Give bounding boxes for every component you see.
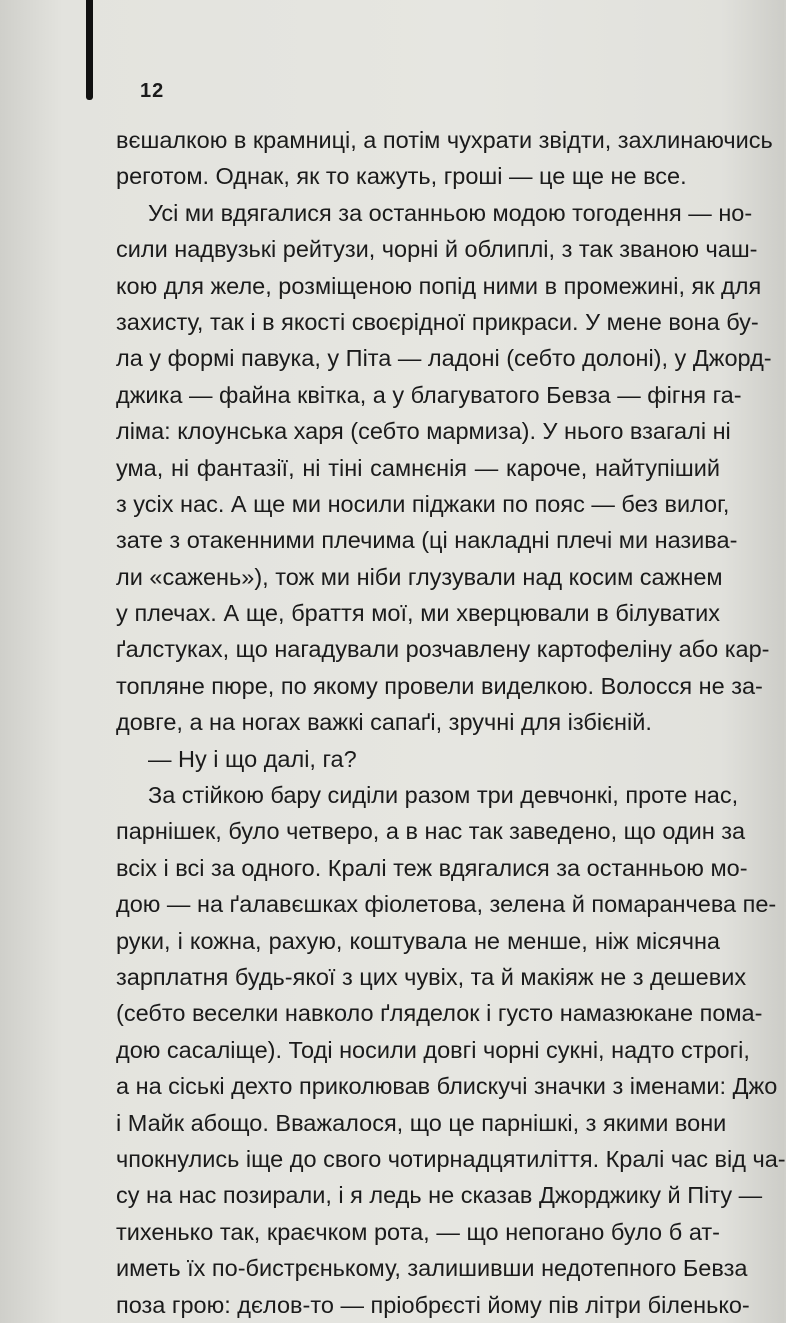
text-line: реготом. Однак, як то кажуть, гроші — це ще не все. bbox=[116, 163, 687, 190]
text-line: з усіх нас. А ще ми носили піджаки по пояс — без вилог, bbox=[116, 490, 730, 517]
text-line: дою — на ґалавєшках фіолетова, зелена й помаранчева пе- bbox=[116, 891, 777, 918]
text-line: вєшалкою в крамниці, а потім чухрати звідти, захлинаючись bbox=[116, 127, 773, 153]
text-line: Усі ми вдягалися за останньою модою тогодення — но- bbox=[148, 199, 753, 226]
text-line: топляне пюре, по якому провели виделкою. Волосся не за- bbox=[116, 672, 763, 699]
text-line: а на сіські дехто приколював блискучі значки з іменами: Джо bbox=[116, 1073, 778, 1100]
text-line: иметь їх по-бистрєнькому, залишивши недотепного Бевза bbox=[116, 1255, 748, 1282]
text-line: поза грою: дєлов-то — пріобрєсті йому пів літри біленько- bbox=[116, 1291, 750, 1318]
text-line: джика — файна квітка, а у благуватого Бевза — фігня га- bbox=[116, 381, 742, 408]
text-line: парнішек, було четверо, а в нас так заведено, що один за bbox=[116, 818, 746, 845]
page-number: 12 bbox=[140, 80, 165, 102]
text-line: тихенько так, краєчком рота, — що непогано було б ат- bbox=[116, 1218, 720, 1245]
text-line: захисту, так і в якості своєрідної прикраси. У мене вона бу- bbox=[116, 308, 759, 335]
text-line: дою сасаліще). Тоді носили довгі чорні сукні, надто строгі, bbox=[116, 1036, 750, 1063]
text-line: руки, і кожна, рахую, коштувала не менше, ніж місячна bbox=[116, 927, 720, 954]
text-line: у плечах. А ще, браття мої, ми хверцювали в білуватих bbox=[116, 600, 720, 627]
binding-edge-mark bbox=[86, 0, 93, 100]
text-line: і Майк абощо. Вважалося, що це парнішкі, з якими вони bbox=[116, 1109, 727, 1136]
body-text bbox=[116, 122, 786, 1323]
text-line: зарплатня будь-якої з цих чувіх, та й макіяж не з дешевих bbox=[116, 963, 747, 990]
text-line: (себто веселки навколо ґляделок і густо намазюкане пома- bbox=[116, 1000, 763, 1027]
text-line: сили надвузькі рейтузи, чорні й облиплі, з так званою чаш- bbox=[116, 236, 758, 263]
text-line: ума, ні фантазії, ні тіні самнєнія — кароче, найтупіший bbox=[116, 454, 720, 481]
text-line: — Ну і що далі, га? bbox=[148, 745, 357, 772]
text-line: ліма: клоунська харя (себто мармиза). У нього взагалі ні bbox=[116, 418, 731, 445]
text-line: су на нас позирали, і я ледь не сказав Джорджику й Піту — bbox=[116, 1182, 763, 1209]
text-line: всіх і всі за одного. Кралі теж вдягалися за останньою мо- bbox=[116, 854, 748, 881]
text-line: ли «сажень»), тож ми ніби глузували над косим сажнем bbox=[116, 563, 723, 590]
text-line: довге, а на ногах важкі сапаґі, зручні для ізбієній. bbox=[116, 709, 652, 736]
text-line: За стійкою бару сиділи разом три девчонкі, проте нас, bbox=[148, 782, 739, 809]
text-line: кою для желе, розміщеною попід ними в промежині, як для bbox=[116, 272, 762, 299]
text-line: чпокнулись іще до свого чотирнадцятиліття. Кралі час від ча- bbox=[116, 1145, 786, 1172]
text-line: ґалстуках, що нагадували розчавлену картофеліну або кар- bbox=[116, 636, 770, 663]
text-line: зате з отакенними плечима (ці накладні плечі ми назива- bbox=[116, 527, 738, 554]
text-line: ла у формі павука, у Піта — ладоні (себто долоні), у Джорд- bbox=[116, 345, 772, 372]
